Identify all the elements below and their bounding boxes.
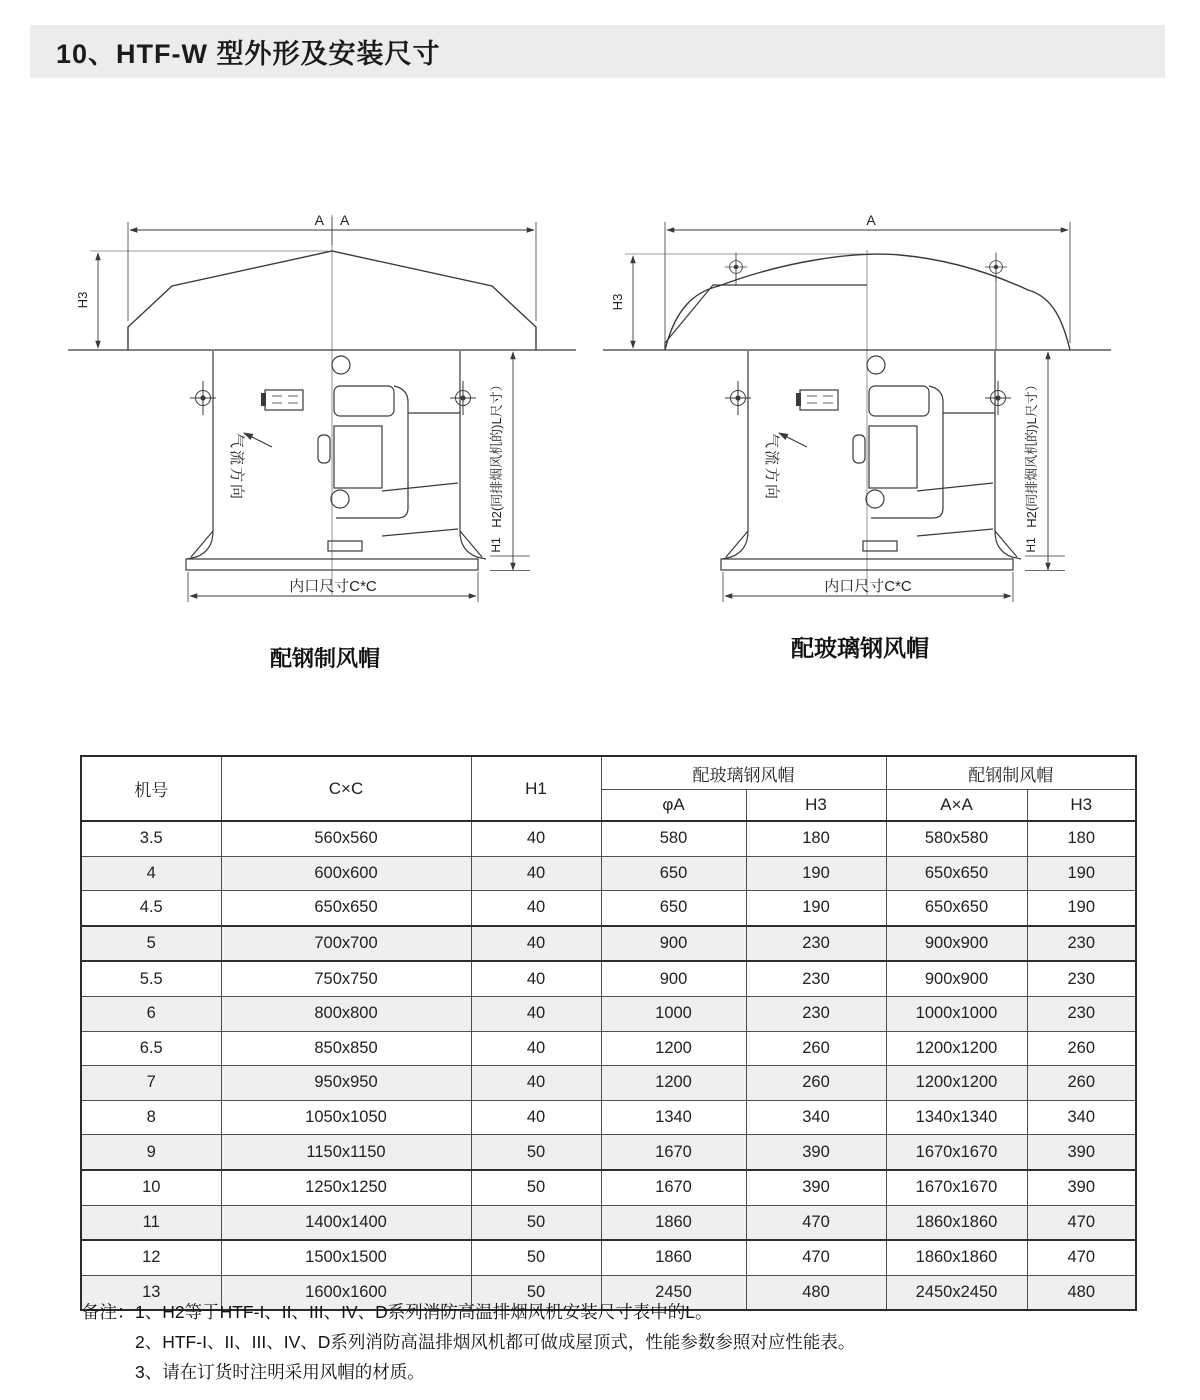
table-cell: 1860 [601, 1240, 746, 1275]
table-cell: 230 [1027, 961, 1136, 996]
dim-label-a-right: A [340, 212, 350, 228]
table-cell: 190 [746, 891, 886, 926]
table-cell: 230 [1027, 926, 1136, 962]
header-group-steel: 配钢制风帽 [886, 756, 1136, 790]
table-cell: 50 [471, 1240, 601, 1275]
notes-label: 备注： [82, 1302, 135, 1322]
dimension-table [80, 755, 1137, 1311]
dim-label-inner: 内口尺寸C*C [824, 578, 912, 595]
table-cell: 5 [81, 926, 221, 962]
table-row [81, 926, 1136, 962]
table-cell: 40 [471, 1031, 601, 1066]
table-cell: 40 [471, 821, 601, 856]
header-h1: H1 [471, 756, 601, 821]
table-cell: 4 [81, 856, 221, 891]
table-cell: 13 [81, 1275, 221, 1310]
table-cell: 650x650 [221, 891, 471, 926]
dimension-h3 [625, 254, 863, 348]
table-cell: 260 [746, 1066, 886, 1101]
table-cell: 50 [471, 1170, 601, 1205]
table-cell: 600x600 [221, 856, 471, 891]
table-row [81, 996, 1136, 1031]
table-cell: 340 [746, 1100, 886, 1135]
table-cell: 50 [471, 1275, 601, 1310]
table-cell: 650 [601, 891, 746, 926]
table-cell: 40 [471, 856, 601, 891]
table-cell: 6 [81, 996, 221, 1031]
inner-cap-outline [665, 285, 867, 350]
table-cell: 1340 [601, 1100, 746, 1135]
fiberglass-cap-drawing [595, 195, 1125, 625]
header-phi-a: φA [601, 790, 746, 822]
page-title: 10、HTF-W 型外形及安装尺寸 [56, 39, 441, 69]
table-cell: 260 [746, 1031, 886, 1066]
table-cell: 4.5 [81, 891, 221, 926]
table-row [81, 1100, 1136, 1135]
note-line: 3、请在订货时注明采用风帽的材质。 [135, 1362, 425, 1382]
table-cell: 560x560 [221, 821, 471, 856]
table-cell: 40 [471, 891, 601, 926]
table-cell: 390 [746, 1170, 886, 1205]
table-cell: 390 [1027, 1170, 1136, 1205]
table-cell: 2450x2450 [886, 1275, 1027, 1310]
table-cell: 1860x1860 [886, 1205, 1027, 1240]
steel-cap-caption: 配钢制风帽 [269, 646, 380, 671]
airflow-label: 气流方向 [763, 432, 780, 502]
table-cell: 1400x1400 [221, 1205, 471, 1240]
table-cell: 900x900 [886, 926, 1027, 962]
dimension-h3 [90, 251, 328, 348]
table-cell: 900 [601, 926, 746, 962]
dim-label-h2: H2(同排烟风机的)L尺寸） [1024, 378, 1039, 528]
table-cell: 50 [471, 1135, 601, 1170]
table-cell: 1200x1200 [886, 1031, 1027, 1066]
table-cell: 190 [746, 856, 886, 891]
table-cell: 8 [81, 1100, 221, 1135]
table-cell: 40 [471, 926, 601, 962]
table-cell: 6.5 [81, 1031, 221, 1066]
header-h3-fiberglass: H3 [746, 790, 886, 822]
table-body [81, 821, 1136, 1310]
table-cell: 1670 [601, 1135, 746, 1170]
table-cell: 750x750 [221, 961, 471, 996]
table-cell: 1340x1340 [886, 1100, 1027, 1135]
table-cell: 230 [746, 996, 886, 1031]
table-cell: 180 [1027, 821, 1136, 856]
table-cell: 190 [1027, 891, 1136, 926]
header-h3-steel: H3 [1027, 790, 1136, 822]
header-cxc: C×C [221, 756, 471, 821]
table-cell: 1000x1000 [886, 996, 1027, 1031]
header-group-fiberglass: 配玻璃钢风帽 [601, 756, 886, 790]
table-cell: 40 [471, 1100, 601, 1135]
table-cell: 40 [471, 1066, 601, 1101]
table-cell: 40 [471, 996, 601, 1031]
table-cell: 480 [1027, 1275, 1136, 1310]
table-row [81, 1170, 1136, 1205]
table-cell: 580x580 [886, 821, 1027, 856]
table-cell: 470 [1027, 1240, 1136, 1275]
dim-label-h2: H2(同排烟风机的)L尺寸） [489, 378, 504, 528]
table-cell: 1250x1250 [221, 1170, 471, 1205]
table-cell: 11 [81, 1205, 221, 1240]
fiberglass-cap-diagram [595, 195, 1125, 625]
dim-label-inner: 内口尺寸C*C [289, 578, 377, 595]
table-cell: 260 [1027, 1031, 1136, 1066]
dim-label-h3: H3 [75, 291, 90, 309]
table-cell: 470 [746, 1205, 886, 1240]
table-cell: 9 [81, 1135, 221, 1170]
table-cell: 7 [81, 1066, 221, 1101]
table-row [81, 1066, 1136, 1101]
steel-cap-diagram [60, 195, 590, 625]
table-cell: 850x850 [221, 1031, 471, 1066]
table-cell: 2450 [601, 1275, 746, 1310]
airflow-arrow-icon [779, 433, 807, 447]
header-axa: A×A [886, 790, 1027, 822]
dim-label-h1: H1 [1024, 537, 1038, 553]
table-cell: 3.5 [81, 821, 221, 856]
airflow-label: 气流方向 [228, 432, 245, 502]
table-cell: 1670 [601, 1170, 746, 1205]
table-cell: 1670x1670 [886, 1170, 1027, 1205]
table-cell: 1200 [601, 1031, 746, 1066]
table-cell: 650x650 [886, 891, 1027, 926]
table-row [81, 1240, 1136, 1275]
table-cell: 650x650 [886, 856, 1027, 891]
table-cell: 1000 [601, 996, 746, 1031]
table-cell: 470 [746, 1240, 886, 1275]
bolt-icon [985, 253, 1007, 282]
table-row [81, 821, 1136, 856]
table-cell: 580 [601, 821, 746, 856]
table-cell: 230 [746, 926, 886, 962]
table-row [81, 856, 1136, 891]
table-cell: 5.5 [81, 961, 221, 996]
table-cell: 190 [1027, 856, 1136, 891]
dim-label-h1: H1 [489, 537, 503, 553]
table-cell: 950x950 [221, 1066, 471, 1101]
table-cell: 340 [1027, 1100, 1136, 1135]
title-bar [30, 25, 1165, 78]
table-cell: 1860 [601, 1205, 746, 1240]
table-cell: 1860x1860 [886, 1240, 1027, 1275]
table-cell: 1150x1150 [221, 1135, 471, 1170]
table-cell: 650 [601, 856, 746, 891]
table-cell: 1500x1500 [221, 1240, 471, 1275]
table-cell: 900 [601, 961, 746, 996]
table-cell: 800x800 [221, 996, 471, 1031]
table-cell: 1200x1200 [886, 1066, 1027, 1101]
table-cell: 50 [471, 1205, 601, 1240]
table-cell: 180 [746, 821, 886, 856]
table-cell: 480 [746, 1275, 886, 1310]
table-cell: 390 [746, 1135, 886, 1170]
dim-label-a: A [866, 212, 876, 228]
table-cell: 1200 [601, 1066, 746, 1101]
table-row [81, 891, 1136, 926]
table-header [81, 756, 1136, 821]
table-cell: 1670x1670 [886, 1135, 1027, 1170]
table-cell: 260 [1027, 1066, 1136, 1101]
table-cell: 230 [746, 961, 886, 996]
table-row [81, 1205, 1136, 1240]
table-row [81, 1031, 1136, 1066]
notes-block [82, 1297, 855, 1387]
table-row [81, 1135, 1136, 1170]
dim-label-h3: H3 [610, 293, 625, 311]
table-cell: 1600x1600 [221, 1275, 471, 1310]
table-cell: 230 [1027, 996, 1136, 1031]
table-cell: 10 [81, 1170, 221, 1205]
note-line: 2、HTF-I、II、III、IV、D系列消防高温排烟风机都可做成屋顶式，性能参数参照对应性能表。 [135, 1332, 856, 1352]
notes-list [135, 1297, 855, 1387]
table-cell: 900x900 [886, 961, 1027, 996]
table-cell: 40 [471, 961, 601, 996]
fiberglass-cap-caption: 配玻璃钢风帽 [791, 635, 929, 661]
dim-label-a-left: A [314, 212, 324, 228]
airflow-arrow-icon [244, 433, 272, 447]
header-machine-no: 机号 [81, 756, 221, 821]
table-row [81, 961, 1136, 996]
table-cell: 700x700 [221, 926, 471, 962]
table-cell: 12 [81, 1240, 221, 1275]
table-cell: 1050x1050 [221, 1100, 471, 1135]
note-line: 1、H2等于HTF-I、II、III、IV、D系列消防高温排烟风机安装尺寸表中的L。 [135, 1302, 713, 1322]
steel-cap-drawing [60, 195, 590, 625]
fiberglass-cap-outline [665, 254, 1070, 350]
table-cell: 470 [1027, 1205, 1136, 1240]
table-cell: 390 [1027, 1135, 1136, 1170]
